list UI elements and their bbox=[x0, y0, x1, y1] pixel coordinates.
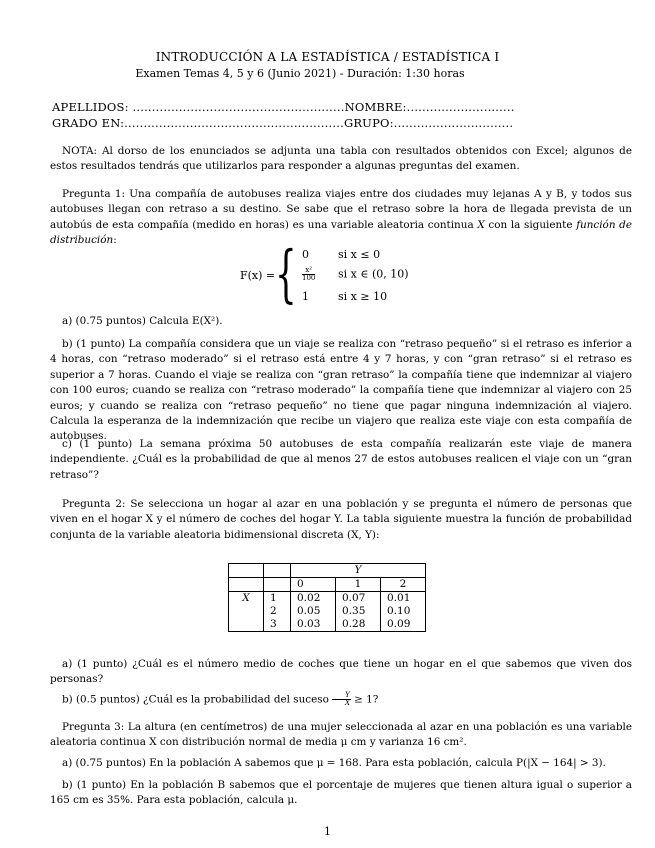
exam-title: INTRODUCCIÓN A LA ESTADÍSTICA / ESTADÍSTICA I bbox=[155, 50, 500, 64]
formula-lhs: F(x) = bbox=[240, 269, 276, 282]
table-cell: 0.10 bbox=[381, 605, 426, 618]
table-cell: 0.09 bbox=[381, 618, 426, 632]
table-cell: 0.07 bbox=[336, 592, 381, 606]
exam-subtitle: Examen Temas 4, 5 y 6 (Junio 2021) - Duración: 1:30 horas bbox=[135, 67, 465, 80]
table-col-header: 2 bbox=[381, 578, 426, 592]
question-2-intro: Pregunta 2: Se selecciona un hogar al azar en una población y se pregunta el número de personas que viven en el hogar X y el número de coches del hogar Y. La tabla siguiente muestra la función de probabilidad conjunta de la variable aleatoria bidimensional discreta (X, Y): bbox=[50, 498, 633, 541]
question-1-intro: Pregunta 1: Una compañía de autobuses realiza viajes entre dos ciudades muy lejanas A y B, y todos sus autobuses llegan con retraso a su destino. Se sabe que el retraso sobre la hora de llegada prevista de un autobús de esta compañía (medido en horas) es una variable aleatoria continua X con la siguiente función de distribución: bbox=[50, 188, 632, 247]
formula-row-3: 1 si x ≥ 10 bbox=[302, 290, 388, 303]
table-col-headers bbox=[229, 578, 426, 592]
nota-paragraph bbox=[50, 144, 632, 175]
table-row bbox=[229, 618, 426, 632]
question-3-label: Pregunta 3: bbox=[62, 721, 125, 733]
table-row bbox=[229, 605, 426, 618]
table-cell: 0.01 bbox=[381, 592, 426, 606]
table-cell: 0.02 bbox=[291, 592, 336, 606]
formula-row-2: $\frac{\text{x²}}{100}$ si x ∈ (0, 10) bbox=[302, 266, 409, 282]
table-row-header: 2 bbox=[264, 605, 291, 618]
table-col-header: 1 bbox=[336, 578, 381, 592]
nota-text: Al dorso de los enunciados se adjunta una tabla con resultados obtenidos con Excel; algunos de estos resultados tendrás que utilizarlos para responder a algunas preguntas del examen. bbox=[50, 145, 632, 173]
table-col-var: Y bbox=[291, 564, 426, 578]
nota-label: NOTA: bbox=[62, 145, 97, 157]
apellidos-nombre-field: APELLIDOS: .......................................................NOMBRE:............................ bbox=[52, 100, 515, 114]
table-cell: 0.35 bbox=[336, 605, 381, 618]
question-2a: a) (1 punto) ¿Cuál es el número medio de coches que tiene un hogar en el que sabemos que viven dos personas? bbox=[50, 658, 632, 686]
table-cell: 0.28 bbox=[336, 618, 381, 632]
table-cell: 0.03 bbox=[291, 618, 336, 632]
distribution-function-formula bbox=[240, 237, 440, 310]
table-row-header: 3 bbox=[264, 618, 291, 632]
question-1b: b) (1 punto) La compañía considera que un viaje se realiza con “retraso pequeño” si el retraso es inferior a 4 horas, con “retraso moderado” si el retraso está entre 4 y 7 horas, y con “gran retraso” si el retraso es superior a 7 horas. Cuando el viaje se realiza con “gran retraso” la compañía tiene que indemnizar al viajero con 100 euros; cuando se realiza con “retraso moderado” la compañía tiene que indemnizar al viajero con 25 euros; y cuando se realiza con “retraso pequeño” no tiene que pagar ninguna indemnización al viajero. Calcula la esperanza de la indemnización que recibe un viajero que realiza este viaje con esta compañía de autobuses. bbox=[50, 338, 632, 443]
question-1c: c) (1 punto) La semana próxima 50 autobuses de esta compañía realizarán este viaje de manera independiente. ¿Cuál es la probabilidad de que al menos 27 de estos autobuses realicen el viaje con un “gran retraso”? bbox=[50, 438, 632, 481]
formula-brace: { bbox=[275, 237, 297, 310]
formula-row-1: 0 si x ≤ 0 bbox=[302, 248, 381, 261]
table-col-header: 0 bbox=[291, 578, 336, 592]
joint-probability-table bbox=[228, 563, 426, 632]
table-row-header: 1 bbox=[264, 592, 291, 606]
question-1-label: Pregunta 1: bbox=[62, 188, 125, 200]
table-cell: 0.05 bbox=[291, 605, 336, 618]
question-2b: b) (0.5 puntos) ¿Cuál es la probabilidad del suceso $\frac{Y}{X}$ ≥ 1? bbox=[62, 691, 379, 707]
question-1a: a) (0.75 puntos) Calcula E(X²). bbox=[62, 315, 223, 327]
page-number: 1 bbox=[324, 825, 331, 838]
grado-grupo-field: GRADO EN:.........................................................GRUPO:............................... bbox=[52, 116, 514, 130]
question-3a: a) (0.75 puntos) En la población A sabemos que μ = 168. Para esta población, calcula P(|X − 164| > 3). bbox=[62, 757, 606, 769]
table-header-row bbox=[229, 564, 426, 578]
question-3-intro: Pregunta 3: La altura (en centímetros) de una mujer seleccionada al azar en una población es una variable aleatoria continua X con distribución normal de media μ cm y varianza 16 cm². bbox=[50, 721, 632, 749]
table-row-var: X bbox=[229, 592, 264, 606]
question-2-label: Pregunta 2: bbox=[62, 498, 126, 510]
question-3b: b) (1 punto) En la población B sabemos que el porcentaje de mujeres que tienen altura igual o superior a 165 cm es 35%. Para esta población, calcula μ. bbox=[50, 779, 632, 807]
table-row bbox=[229, 592, 426, 606]
